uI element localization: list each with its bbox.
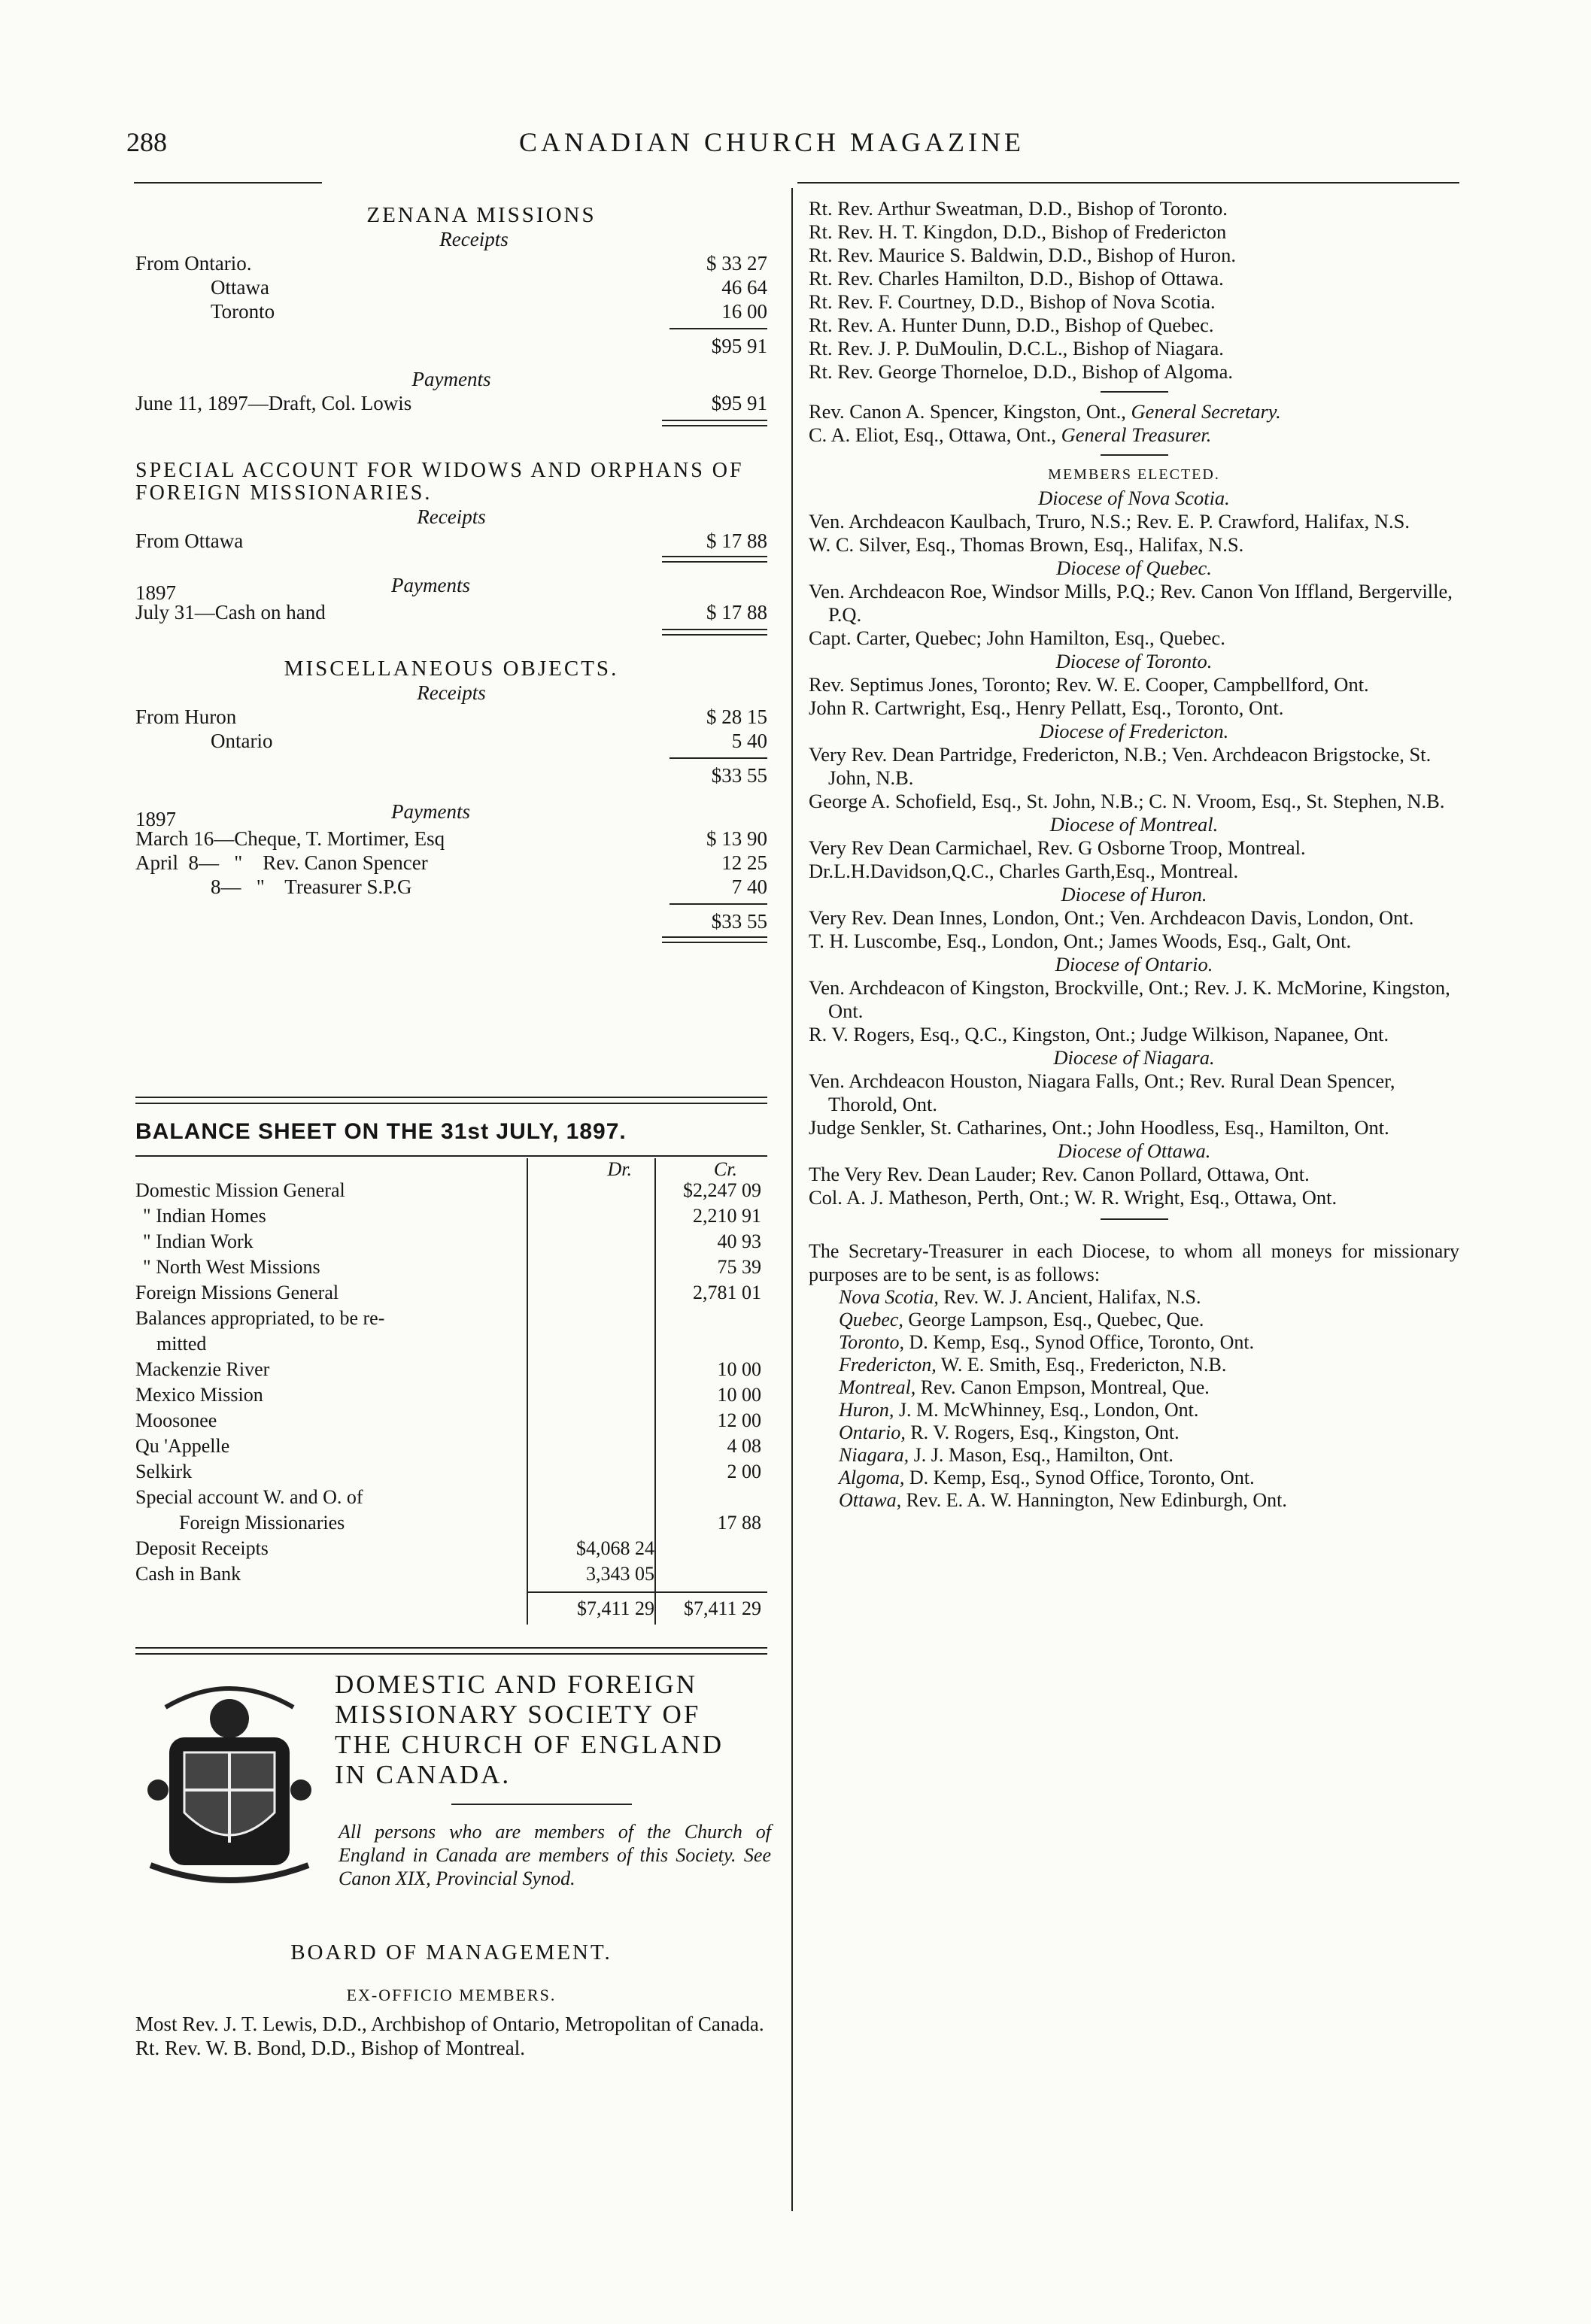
treasurer-name: D. Kemp, Esq., Synod Office, Toronto, Ont. <box>909 1331 1255 1353</box>
exofficio-member: Rt. Rev. Maurice S. Baldwin, D.D., Bishop of Huron. <box>809 244 1236 266</box>
row-label: Special account W. and O. of <box>135 1486 363 1508</box>
row-label: Mackenzie River <box>135 1358 270 1380</box>
misc-payments-label: Payments <box>391 800 470 823</box>
short-rule <box>1101 454 1168 456</box>
misc-payments-heading <box>135 799 767 830</box>
balance-row <box>135 1435 767 1461</box>
special-year: 1897 <box>135 581 176 604</box>
diocese-block <box>809 953 1459 1046</box>
diocese-entry: Col. A. J. Matheson, Perth, Ont.; W. R. Wright, Esq., Ottawa, Ont. <box>809 1186 1337 1209</box>
column-divider <box>791 188 793 2211</box>
misc-total-row <box>135 763 767 787</box>
double-rule <box>662 420 767 426</box>
exofficio-member: Rt. Rev. George Thorneloe, D.D., Bishop of Algoma. <box>809 360 1234 383</box>
misc-payment-row <box>135 875 767 899</box>
board-title: BOARD OF MANAGEMENT. <box>290 1940 612 1964</box>
diocese-block <box>809 883 1459 953</box>
row-label: Foreign Missionaries <box>179 1512 345 1534</box>
receipt-label: From Ottawa <box>135 529 244 552</box>
row-dr: 3,343 05 <box>586 1563 654 1585</box>
diocese-entry: Capt. Carter, Quebec; John Hamilton, Esq., Quebec. <box>809 627 1225 649</box>
treasurer-diocese: Huron, <box>839 1399 894 1421</box>
receipt-label: From Huron <box>135 705 237 728</box>
society-title <box>335 1670 771 1790</box>
treasurer-diocese: Ottawa, <box>839 1489 902 1511</box>
zenana-payments-label: Payments <box>411 368 491 390</box>
misc-total2-row <box>135 909 767 933</box>
society-title-line: DOMESTIC AND FOREIGN <box>335 1670 697 1699</box>
short-rule <box>451 1804 632 1805</box>
society-title-line: IN CANADA. <box>335 1760 512 1789</box>
row-cr: 40 93 <box>717 1230 761 1252</box>
diocese-entry: The Very Rev. Dean Lauder; Rev. Canon Pollard, Ottawa, Ont. <box>809 1163 1310 1185</box>
exofficio-member: Rt. Rev. A. Hunter Dunn, D.D., Bishop of Quebec. <box>809 314 1214 336</box>
exofficio-member: Rt. Rev. Charles Hamilton, D.D., Bishop of Ottawa. <box>809 267 1224 290</box>
special-payments-label: Payments <box>391 574 470 596</box>
diocese-entry: John R. Cartwright, Esq., Henry Pellatt, Esq., Toronto, Ont. <box>809 696 1284 719</box>
misc-receipts-label: Receipts <box>417 681 486 704</box>
misc-total: $33 55 <box>711 764 767 787</box>
double-rule <box>662 629 767 636</box>
balance-row <box>135 1256 767 1282</box>
zenana-total: $95 91 <box>711 335 767 357</box>
balance-row <box>135 1384 767 1409</box>
right-column <box>809 197 1459 1512</box>
diocese-entry: Ven. Archdeacon Houston, Niagara Falls, Ont.; Rev. Rural Dean Spencer, Thorold, Ont. <box>809 1069 1395 1115</box>
balance-row <box>135 1512 767 1537</box>
treasurer-name: J. M. McWhinney, Esq., London, Ont. <box>898 1399 1199 1421</box>
treasurer-entry <box>839 1376 1459 1399</box>
treasurer-diocese: Ontario, <box>839 1421 906 1443</box>
sum-rule <box>669 903 767 905</box>
balance-row <box>135 1205 767 1230</box>
society-title-line: MISSIONARY SOCIETY OF <box>335 1700 701 1729</box>
payment-label: March 16—Cheque, T. Mortimer, Esq <box>135 827 445 850</box>
row-cr: $2,247 09 <box>683 1179 761 1201</box>
diocese-entry: Very Rev Dean Carmichael, Rev. G Osborne Troop, Montreal. <box>809 836 1306 859</box>
treasurer-name: Rev. E. A. W. Hannington, New Edinburgh, Ont. <box>906 1489 1287 1511</box>
zenana-title: ZENANA MISSIONS <box>366 203 597 227</box>
misc-receipt-row <box>135 729 767 753</box>
row-label: Qu 'Appelle <box>135 1435 230 1457</box>
balance-row <box>135 1486 767 1512</box>
zenana-payment-row <box>135 391 767 415</box>
treasurer-diocese: Toronto, <box>839 1331 904 1353</box>
payment-amount: $ 17 88 <box>706 601 767 623</box>
diocese-block <box>809 720 1459 813</box>
special-payments-heading <box>135 573 767 604</box>
diocese-block <box>809 1139 1459 1209</box>
diocese-name: Diocese of Ontario. <box>1055 953 1213 975</box>
diocese-entry: Judge Senkler, St. Catharines, Ont.; John Hoodless, Esq., Hamilton, Ont. <box>809 1116 1389 1139</box>
row-cr: 12 00 <box>717 1409 761 1431</box>
diocese-entry: R. V. Rogers, Esq., Q.C., Kingston, Ont.; Judge Wilkison, Napanee, Ont. <box>809 1023 1389 1045</box>
section-rule <box>135 1103 767 1104</box>
receipt-label: Ontario <box>211 730 273 752</box>
society-title-line: THE CHURCH OF ENGLAND <box>335 1730 724 1759</box>
special-receipts-label: Receipts <box>417 505 486 528</box>
treasurer-diocese: Algoma, <box>839 1467 905 1488</box>
diocese-block <box>809 1046 1459 1139</box>
dr-column-rule <box>527 1158 528 1625</box>
exofficio-right-list <box>809 197 1459 384</box>
receipt-label: From Ontario. <box>135 252 252 275</box>
treasurer-name: R. V. Rogers, Esq., Kingston, Ont. <box>910 1421 1180 1443</box>
dr-header: Dr. <box>607 1158 632 1180</box>
diocese-entry: Rev. Septimus Jones, Toronto; Rev. W. E. Cooper, Campbellford, Ont. <box>809 673 1369 696</box>
receipt-amount: 16 00 <box>721 300 767 323</box>
zenana-total-row <box>135 334 767 358</box>
zenana-receipt-row <box>135 251 767 275</box>
diocese-block <box>809 487 1459 557</box>
cr-header: Cr. <box>713 1158 737 1180</box>
page-number: 288 <box>126 127 167 157</box>
row-cr: 17 88 <box>717 1512 761 1534</box>
row-cr: 10 00 <box>717 1384 761 1406</box>
balance-total-row <box>135 1597 767 1623</box>
sum-rule <box>669 328 767 329</box>
treasurer-name: W. E. Smith, Esq., Fredericton, N.B. <box>940 1354 1227 1376</box>
row-label: " North West Missions <box>143 1256 320 1278</box>
payment-label: June 11, 1897—Draft, Col. Lowis <box>135 392 412 414</box>
total-cr: $7,411 29 <box>683 1597 761 1619</box>
misc-receipt-row <box>135 705 767 729</box>
short-rule <box>1101 391 1168 393</box>
diocese-entry: T. H. Luscombe, Esq., London, Ont.; James Woods, Esq., Galt, Ont. <box>809 930 1352 952</box>
payment-amount: $95 91 <box>711 392 767 414</box>
row-label: Moosonee <box>135 1409 217 1431</box>
special-receipt-row <box>135 529 767 553</box>
balance-row <box>135 1333 767 1358</box>
receipt-amount: $ 28 15 <box>706 705 767 728</box>
diocese-block <box>809 557 1459 650</box>
exofficio-left-list <box>135 2012 767 2060</box>
balance-row <box>135 1461 767 1486</box>
treasurer-name: J. J. Mason, Esq., Hamilton, Ont. <box>913 1444 1174 1466</box>
treasurer-name: D. Kemp, Esq., Synod Office, Toronto, Ont. <box>909 1467 1255 1488</box>
treasurer-diocese: Niagara, <box>839 1444 909 1466</box>
treasurer-diocese: Quebec, <box>839 1309 903 1330</box>
exofficio-member: Rt. Rev. F. Courtney, D.D., Bishop of Nova Scotia. <box>809 290 1216 313</box>
row-dr: $4,068 24 <box>576 1537 654 1559</box>
double-rule <box>662 936 767 943</box>
treasurer-note: The Secretary-Treasurer in each Diocese, to whom all moneys for missionary purposes are to be sent, is as follows: <box>809 1240 1459 1285</box>
receipt-amount: 5 40 <box>731 730 767 752</box>
row-label: Deposit Receipts <box>135 1537 269 1559</box>
payment-label: April 8— " Rev. Canon Spencer <box>135 851 428 874</box>
diocese-name: Diocese of Quebec. <box>1056 557 1212 579</box>
row-label: Balances appropriated, to be re- <box>135 1307 385 1329</box>
row-label: " Indian Work <box>143 1230 254 1252</box>
section-rule <box>135 1647 767 1649</box>
receipt-label: Ottawa <box>211 276 269 299</box>
exofficio-member: Rt. Rev. H. T. Kingdon, D.D., Bishop of Fredericton <box>809 220 1227 243</box>
society-seal-image <box>143 1677 316 1888</box>
treasurer-entry <box>839 1354 1459 1376</box>
misc-payment-row <box>135 851 767 875</box>
total-dr: $7,411 29 <box>576 1597 654 1619</box>
row-label: mitted <box>156 1333 207 1355</box>
balance-row <box>135 1282 767 1307</box>
balance-sheet-table <box>135 1158 767 1623</box>
receipt-label: Toronto <box>211 300 275 323</box>
row-label: Cash in Bank <box>135 1563 241 1585</box>
diocese-entry: Ven. Archdeacon of Kingston, Brockville, Ont.; Rev. J. K. McMorine, Kingston, Ont. <box>809 976 1450 1022</box>
cr-column-rule <box>654 1158 656 1625</box>
balance-row <box>135 1307 767 1333</box>
balance-row <box>135 1358 767 1384</box>
treasurer-entry <box>839 1489 1459 1512</box>
officer-role: General Treasurer. <box>1061 423 1212 446</box>
diocese-entry: George A. Schofield, Esq., St. John, N.B.; C. N. Vroom, Esq., St. Stephen, N.B. <box>809 790 1445 812</box>
treasurer-diocese: Nova Scotia, <box>839 1286 939 1308</box>
treasurer-diocese: Montreal, <box>839 1376 916 1398</box>
receipt-amount: 46 64 <box>721 276 767 299</box>
treasurer-name: George Lampson, Esq., Quebec, Que. <box>908 1309 1204 1330</box>
society-note: All persons who are members of the Church of England in Canada are members of this Society. See Canon XIX, Provincial Synod. <box>339 1821 771 1889</box>
exofficio-member: Most Rev. J. T. Lewis, D.D., Archbishop of Ontario, Metropolitan of Canada. <box>135 2013 764 2035</box>
balance-row <box>135 1230 767 1256</box>
misc-title: MISCELLANEOUS OBJECTS. <box>284 657 619 681</box>
header-rule-left <box>134 182 322 184</box>
short-rule <box>1101 1218 1168 1220</box>
treasurer-name: Rev. Canon Empson, Montreal, Que. <box>920 1376 1210 1398</box>
treasurers-list <box>809 1286 1459 1512</box>
payment-amount: 7 40 <box>731 875 767 898</box>
row-cr: 4 08 <box>727 1435 761 1457</box>
diocese-entry: Ven. Archdeacon Kaulbach, Truro, N.S.; Rev. E. P. Crawford, Halifax, N.S. <box>809 510 1410 532</box>
balance-row <box>135 1179 767 1205</box>
diocese-entry: Very Rev. Dean Partridge, Fredericton, N.B.; Ven. Archdeacon Brigstocke, St. John, N.B. <box>809 743 1432 789</box>
special-payment-row <box>135 600 767 624</box>
zenana-receipt-row <box>135 299 767 323</box>
misc-total2: $33 55 <box>711 910 767 933</box>
diocese-name: Diocese of Montreal. <box>1049 813 1219 836</box>
diocese-block <box>809 813 1459 883</box>
receipt-amount: $ 17 88 <box>706 529 767 552</box>
exofficio-member: Rt. Rev. J. P. DuMoulin, D.C.L., Bishop of Niagara. <box>809 337 1224 360</box>
misc-year: 1897 <box>135 808 176 830</box>
dioceses-list <box>809 487 1459 1209</box>
diocese-entry: W. C. Silver, Esq., Thomas Brown, Esq., Halifax, N.S. <box>809 533 1244 556</box>
row-cr: 2,210 91 <box>693 1205 761 1227</box>
balance-row <box>135 1537 767 1563</box>
diocese-name: Diocese of Toronto. <box>1055 650 1213 672</box>
misc-payment-row <box>135 827 767 851</box>
balance-row <box>135 1563 767 1588</box>
officer-entry <box>809 423 1459 447</box>
payment-amount: $ 13 90 <box>706 827 767 850</box>
diocese-name: Diocese of Fredericton. <box>1039 720 1229 742</box>
row-cr: 10 00 <box>717 1358 761 1380</box>
diocese-name: Diocese of Nova Scotia. <box>1038 487 1230 509</box>
diocese-name: Diocese of Ottawa. <box>1057 1139 1211 1162</box>
treasurer-entry <box>839 1399 1459 1421</box>
diocese-block <box>809 650 1459 720</box>
treasurer-entry <box>839 1331 1459 1354</box>
officer-name: C. A. Eliot, Esq., Ottawa, Ont., <box>809 423 1061 446</box>
treasurer-entry <box>839 1421 1459 1444</box>
diocese-name: Diocese of Huron. <box>1061 883 1207 906</box>
treasurer-entry <box>839 1467 1459 1489</box>
exofficio-member: Rt. Rev. Arthur Sweatman, D.D., Bishop of Toronto. <box>809 197 1228 220</box>
sum-rule <box>669 757 767 759</box>
officer-name: Rev. Canon A. Spencer, Kingston, Ont., <box>809 400 1131 423</box>
treasurer-diocese: Fredericton, <box>839 1354 937 1376</box>
exofficio-member: Rt. Rev. W. B. Bond, D.D., Bishop of Montreal. <box>135 2037 526 2059</box>
row-cr: 2 00 <box>727 1461 761 1482</box>
officer-entry <box>809 400 1459 423</box>
row-cr: 75 39 <box>717 1256 761 1278</box>
row-label: Selkirk <box>135 1461 193 1482</box>
treasurer-entry <box>839 1309 1459 1331</box>
row-cr: 2,781 01 <box>693 1282 761 1303</box>
treasurer-entry <box>839 1286 1459 1309</box>
exofficio-title: EX-OFFICIO MEMBERS. <box>346 1986 557 2004</box>
payment-label: 8— " Treasurer S.P.G <box>211 875 412 898</box>
special-title: SPECIAL ACCOUNT FOR WIDOWS AND ORPHANS OF FOREIGN MISSIONARIES. <box>135 459 744 505</box>
diocese-entry: Very Rev. Dean Innes, London, Ont.; Ven. Archdeacon Davis, London, Ont. <box>809 906 1414 929</box>
balance-row <box>135 1409 767 1435</box>
section-rule <box>135 1097 767 1098</box>
row-label: Domestic Mission General <box>135 1179 345 1201</box>
treasurer-entry <box>839 1444 1459 1467</box>
payment-label: July 31—Cash on hand <box>135 601 326 623</box>
section-rule <box>135 1653 767 1655</box>
zenana-receipts-label: Receipts <box>439 228 509 250</box>
treasurer-name: Rev. W. J. Ancient, Halifax, N.S. <box>943 1286 1201 1308</box>
diocese-name: Diocese of Niagara. <box>1053 1046 1215 1069</box>
members-elected-title: MEMBERS ELECTED. <box>1048 466 1220 483</box>
diocese-entry: Ven. Archdeacon Roe, Windsor Mills, P.Q.; Rev. Canon Von Iffland, Bergerville, P.Q. <box>809 580 1453 626</box>
row-label: Foreign Missions General <box>135 1282 339 1303</box>
receipt-amount: $ 33 27 <box>706 252 767 275</box>
row-label: Mexico Mission <box>135 1384 263 1406</box>
payment-amount: 12 25 <box>721 851 767 874</box>
left-column <box>135 203 767 943</box>
balance-title: BALANCE SHEET ON THE 31st JULY, 1897. <box>135 1119 627 1144</box>
officer-role: General Secretary. <box>1131 400 1281 423</box>
zenana-receipt-row <box>135 275 767 299</box>
header-rule-right <box>797 182 1459 184</box>
page-header-title: CANADIAN CHURCH MAGAZINE <box>519 127 1025 157</box>
diocese-entry: Dr.L.H.Davidson,Q.C., Charles Garth,Esq., Montreal. <box>809 860 1239 882</box>
row-label: " Indian Homes <box>143 1205 266 1227</box>
double-rule <box>662 556 767 563</box>
balance-top-rule <box>135 1155 767 1157</box>
